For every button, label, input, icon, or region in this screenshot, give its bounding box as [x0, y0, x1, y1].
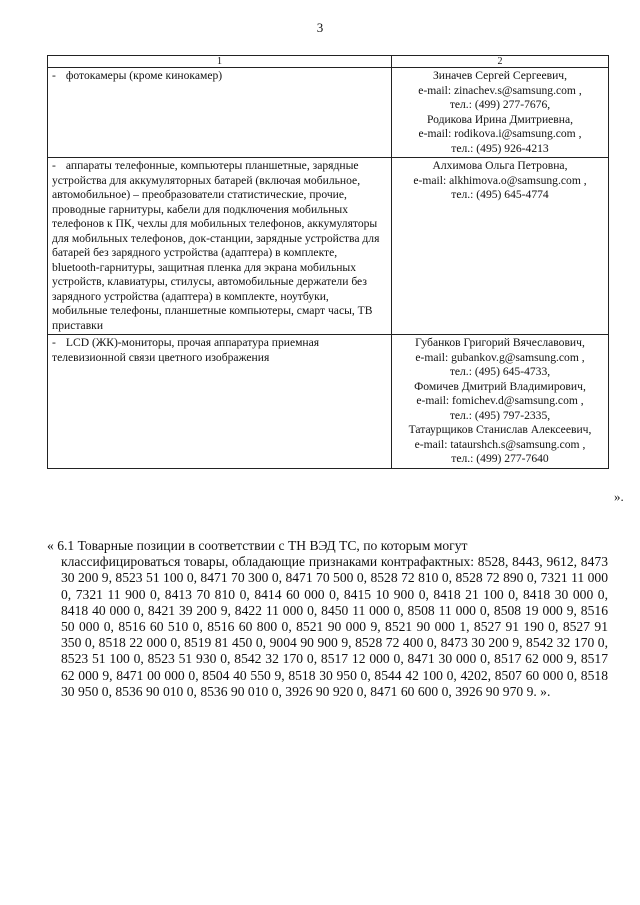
contact-line: Алхимова Ольга Петровна, [432, 159, 568, 172]
product-text: аппараты телефонные, компьютеры планшетные, зарядные устройства для аккумуляторных батарей (включая мобильное, автомобильное) – преобразователи статистические, прочие, проводные гарнитуры, кабели для подключения мобильных телефонов к ПК, чехлы для мобильных телефонов, аккумуляторы для мобильных телефонов, док-станции, зарядные устройства для батарей без зарядного устройства (адаптера) в комплекте, bluetooth-гарнитуры, защитная пленка для экрана мобильных устройств, клавиатуры, стилусы, автомобильные держатели без зарядного устройства (адаптера) в комплекте, ноутбуки, мобильные телефоны, планшетные компьютеры, смарт часы, ТВ приставки [52, 159, 380, 332]
contact-line: Губанков Григорий Вячеславович, [415, 336, 585, 349]
column-header-1: 1 [48, 56, 392, 68]
contact-line: Татаурщиков Станислав Алексеевич, [408, 423, 592, 436]
paragraph-body: классифицироваться товары, обладающие признаками контрафактных: 8528, 8443, 9612, 8473 30 200 9, 8523 51 100 0, 8471 70 300 0, 8471 70 500 0, 8528 72 810 0, 8528 72 890 0, 7321 11 000 0, 7321 11 900 0, 8413 70 810 0, 8414 60 000 0, 8415 10 900 0, 8418 21 100 0, 8418 30 000 0, 8418 40 000 0, 8421 39 200 9, 8422 11 000 0, 8450 11 000 0, 8508 11 000 0, 8508 19 000 9, 8516 50 000 0, 8516 60 510 0, 8516 60 800 0, 8521 90 000 9, 8521 90 000 1, 8527 91 190 0, 8527 91 350 0, 8518 22 000 0, 8519 81 450 0, 9004 90 900 9, 8528 72 400 0, 8473 30 200 9, 8542 32 170 0, 8523 51 100 0, 8523 51 930 0, 8542 32 170 0, 8517 12 000 0, 8471 30 000 0, 8517 62 000 9, 8517 62 000 9, 8471 00 000 0, 8504 40 550 9, 8518 30 950 0, 8544 42 100 0, 4202, 8507 60 000 0, 8518 30 950 0, 8536 90 010 0, 8536 90 010 0, 3926 90 920 0, 8471 60 600 0, 3926 90 970 9. ». [61, 554, 608, 699]
contact-line: Зиначев Сергей Сергеевич, [432, 69, 568, 82]
contact-line: e-mail: rodikova.i@samsung.com , [418, 127, 582, 140]
contact-cell [392, 68, 609, 158]
contacts-table [47, 55, 609, 469]
table-row [48, 158, 609, 335]
contact-line: тел.: (495) 645-4774 [451, 188, 549, 201]
column-header-2: 2 [392, 56, 609, 68]
contact-line: тел.: (495) 645-4733, [449, 365, 551, 378]
product-text: фотокамеры (кроме кинокамер) [65, 69, 223, 82]
page-number: 3 [316, 20, 324, 35]
contact-line: e-mail: fomichev.d@samsung.com , [416, 394, 584, 407]
table-row [48, 335, 609, 469]
contact-line: e-mail: alkhimova.o@samsung.com , [413, 173, 587, 187]
contact-line: тел.: (495) 926-4213 [451, 141, 549, 155]
row-marker: - [52, 336, 56, 349]
row-marker: - [52, 69, 56, 82]
contact-line: тел.: (495) 797-2335, [449, 408, 551, 422]
contact-line: тел.: (499) 277-7676, [449, 98, 551, 111]
contact-line: e-mail: gubankov.g@samsung.com , [415, 350, 585, 364]
paragraph-title: « 6.1 Товарные позиции в соответствии с ТН ВЭД ТС, по которым могут [47, 538, 468, 553]
product-cell [48, 68, 392, 158]
contact-line: Фомичев Дмитрий Владимирович, [414, 379, 586, 393]
closing-quote: ». [614, 489, 624, 504]
contact-cell [392, 335, 609, 469]
table-row [48, 68, 609, 158]
product-text: LCD (ЖК)-мониторы, прочая аппаратура приемная телевизионной связи цветного изображения [52, 336, 320, 364]
contact-line: тел.: (499) 277-7640 [451, 452, 549, 465]
contact-cell [392, 158, 609, 335]
row-marker: - [52, 159, 56, 172]
product-cell [48, 335, 392, 469]
tariff-paragraph [47, 538, 608, 700]
contact-line: Родикова Ирина Дмитриевна, [426, 112, 574, 126]
contact-line: e-mail: tataurshch.s@samsung.com , [414, 437, 586, 451]
contact-line: e-mail: zinachev.s@samsung.com , [418, 83, 582, 97]
product-cell [48, 158, 392, 335]
table-header-row [48, 56, 609, 68]
